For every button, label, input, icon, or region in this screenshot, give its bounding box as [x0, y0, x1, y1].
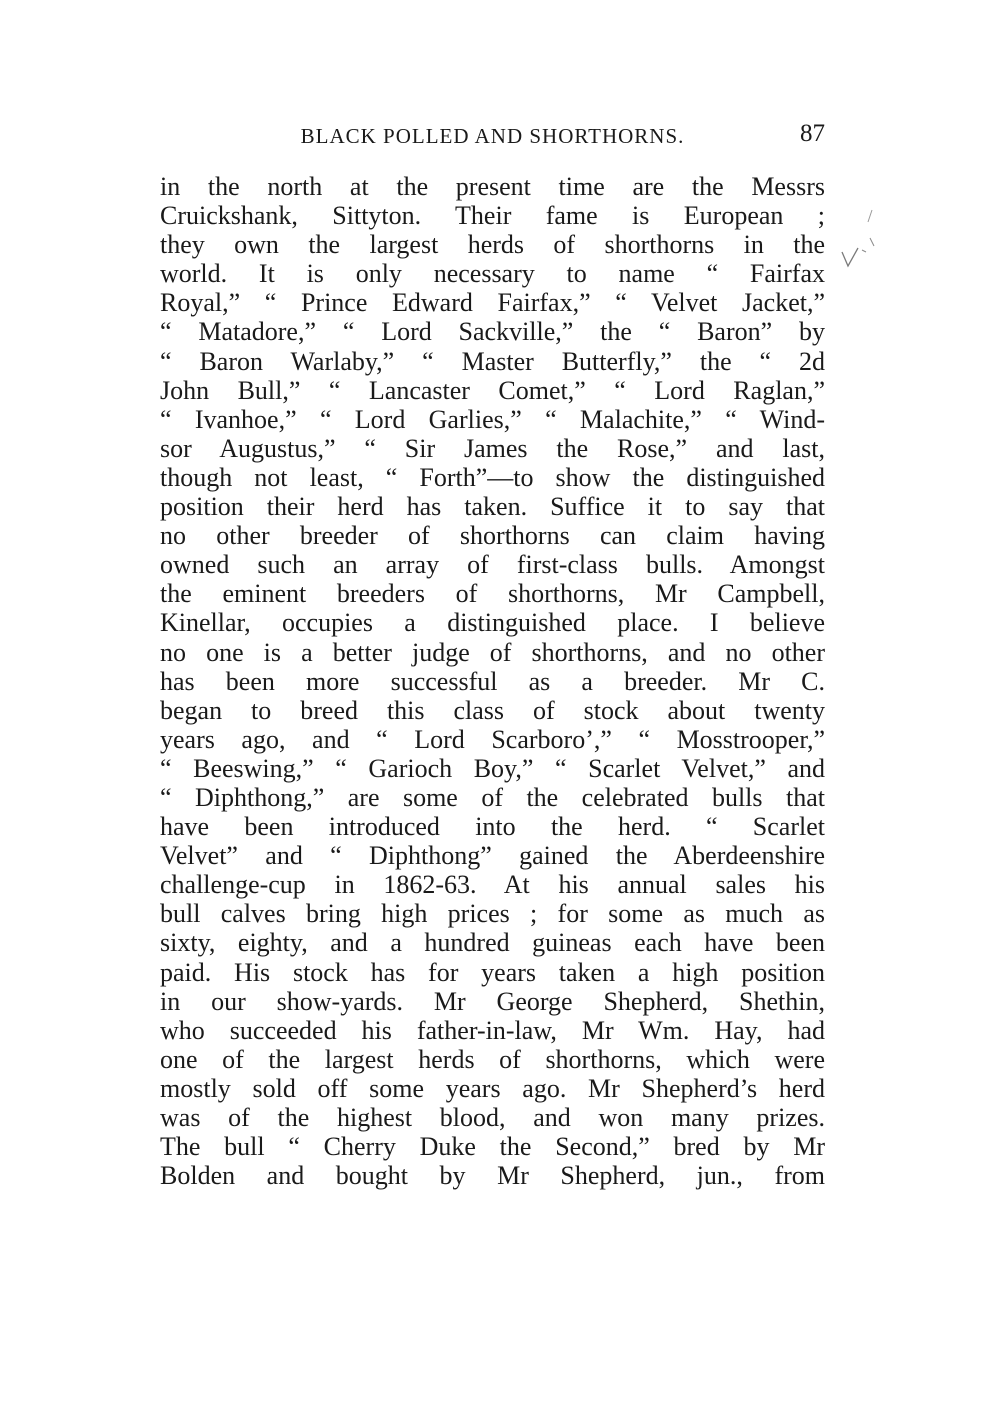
text-line: The bull “ Cherry Duke the Second,” bred by Mr: [160, 1132, 825, 1162]
text-line: “ Diphthong,” are some of the celebrated bulls that: [160, 782, 825, 812]
text-line: bull calves bring high prices ; for some as much as: [160, 899, 825, 929]
body-text: [160, 172, 825, 1190]
running-title: BLACK POLLED AND SHORTHORNS.: [300, 124, 685, 148]
text-line: “ Ivanhoe,” “ Lord Garlies,” “ Malachite,” “ Wind-: [160, 404, 825, 434]
text-line: in our show-yards. Mr George Shepherd, Shethin,: [160, 986, 825, 1016]
text-line: position their herd has taken. Suffice it to say that: [160, 492, 825, 522]
text-line: though not least, “ Forth”—to show the distinguished: [160, 462, 825, 492]
text-line: paid. His stock has for years taken a high position: [160, 957, 825, 987]
text-line: “ Beeswing,” “ Garioch Boy,” “ Scarlet Velvet,” and: [160, 753, 825, 783]
text-line: sixty, eighty, and a hundred guineas each have been: [160, 928, 825, 958]
text-line: they own the largest herds of shorthorns in the: [160, 230, 825, 260]
text-line: has been more successful as a breeder. Mr C.: [160, 666, 825, 696]
text-line: Kinellar, occupies a distinguished place. I believe: [160, 608, 825, 638]
text-line: have been introduced into the herd. “ Scarlet: [160, 812, 825, 842]
text-line: who succeeded his father-in-law, Mr Wm. Hay, had: [160, 1015, 825, 1045]
text-line: sor Augustus,” “ Sir James the Rose,” and last,: [160, 433, 825, 463]
text-line: the eminent breeders of shorthorns, Mr Campbell,: [160, 579, 825, 609]
text-line: Cruickshank, Sittyton. Their fame is European ;: [160, 201, 825, 231]
text-line: one of the largest herds of shorthorns, which were: [160, 1044, 825, 1074]
page-number: 87: [800, 120, 825, 147]
text-line: was of the highest blood, and won many prizes.: [160, 1103, 825, 1132]
text-line: in the north at the present time are the Messrs: [160, 172, 825, 201]
margin-pencil-mark-icon: [834, 208, 884, 288]
text-line: Velvet” and “ Diphthong” gained the Aberdeenshire: [160, 841, 825, 871]
text-line: began to breed this class of stock about twenty: [160, 695, 825, 725]
text-line: world. It is only necessary to name “ Fairfax: [160, 259, 825, 289]
text-line: John Bull,” “ Lancaster Comet,” “ Lord Raglan,”: [160, 375, 825, 405]
running-head: [160, 118, 825, 158]
text-line: Royal,” “ Prince Edward Fairfax,” “ Velvet Jacket,”: [160, 288, 825, 318]
text-line: Bolden and bought by Mr Shepherd, jun., from: [160, 1161, 825, 1191]
text-line: mostly sold off some years ago. Mr Shepherd’s herd: [160, 1073, 825, 1103]
text-line: challenge-cup in 1862-63. At his annual sales his: [160, 870, 825, 900]
text-line: owned such an array of first-class bulls. Amongst: [160, 550, 825, 580]
text-line: no one is a better judge of shorthorns, and no other: [160, 637, 825, 667]
text-line: “ Baron Warlaby,” “ Master Butterfly,” the “ 2d: [160, 346, 825, 376]
text-line: no other breeder of shorthorns can claim having: [160, 521, 825, 551]
text-line: years ago, and “ Lord Scarboro’,” “ Mosstrooper,”: [160, 724, 825, 754]
text-line: “ Matadore,” “ Lord Sackville,” the “ Baron” by: [160, 317, 825, 347]
